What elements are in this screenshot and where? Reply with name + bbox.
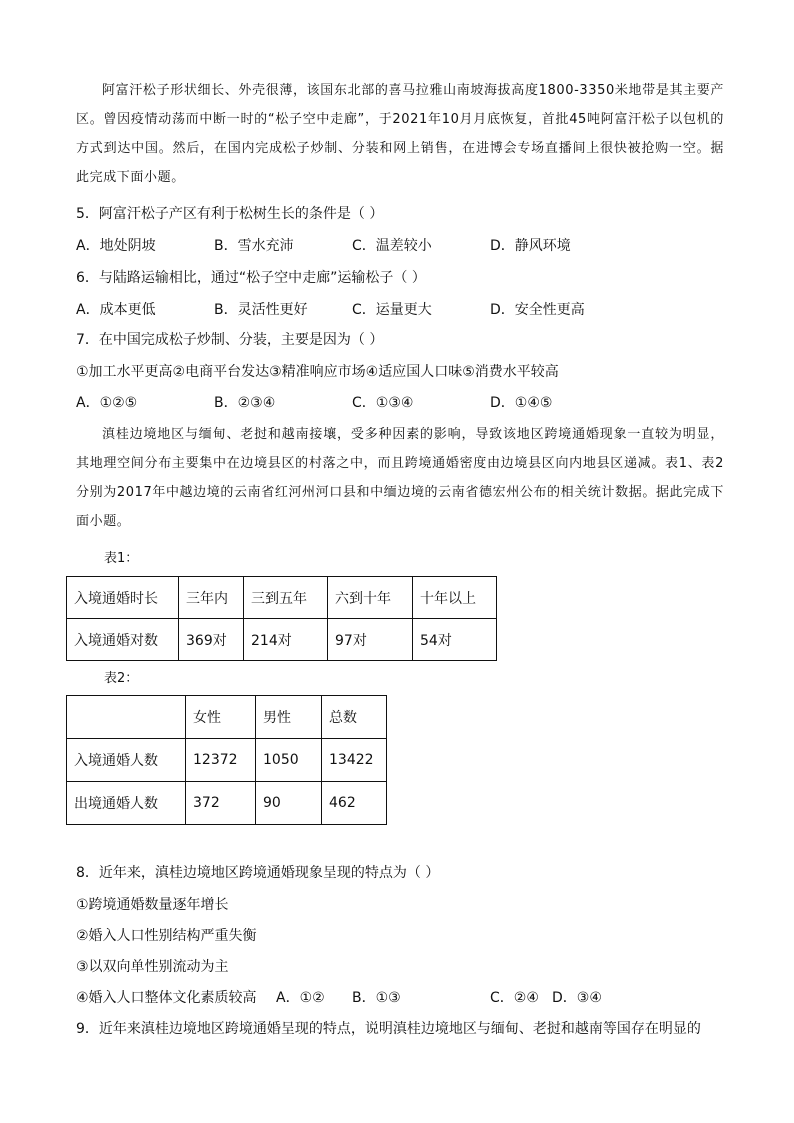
question-6-option-a[interactable]: A．成本更低 — [76, 302, 156, 318]
table-cell: 462 — [322, 782, 387, 825]
question-5-stem: 5．阿富汗松子产区有利于松树生长的条件是（ ） — [76, 206, 384, 222]
table-cell: 六到十年 — [328, 577, 413, 619]
table-cell: 90 — [256, 782, 322, 825]
table-cell: 372 — [186, 782, 256, 825]
table-cell: 入境通婚人数 — [67, 739, 186, 782]
question-6-option-d[interactable]: D．安全性更高 — [490, 302, 585, 318]
table-cell: 1050 — [256, 739, 322, 782]
question-8-option-a[interactable]: A．①② — [276, 990, 325, 1006]
table-cell: 男性 — [256, 696, 322, 739]
question-6-stem: 6．与陆路运输相比，通过“松子空中走廊”运输松子（ ） — [76, 270, 426, 286]
question-8-item-4: ④婚入人口整体文化素质较高 — [76, 990, 257, 1006]
question-8-last-line — [76, 988, 736, 1008]
question-8-option-d[interactable]: D．③④ — [552, 990, 602, 1006]
table-cell: 12372 — [186, 739, 256, 782]
question-7-items: ①加工水平更高②电商平台发达③精准响应市场④适应国人口味⑤消费水平较高 — [76, 364, 559, 380]
question-7-option-b[interactable]: B．②③④ — [214, 395, 276, 411]
question-6-option-b[interactable]: B．灵活性更好 — [214, 302, 308, 318]
question-8-item-2: ②婚入人口性别结构严重失衡 — [76, 928, 257, 944]
table-cell: 369对 — [179, 619, 244, 661]
table-cell: 入境通婚对数 — [67, 619, 179, 661]
table-cell: 总数 — [322, 696, 387, 739]
question-5-option-a[interactable]: A．地处阴坡 — [76, 238, 156, 254]
question-6-options — [76, 300, 736, 320]
passage-border-marriage: 滇桂边境地区与缅甸、老挝和越南接壤，受多种因素的影响，导致该地区跨境通婚现象一直较为明显，其地理空间分布主要集中在边境县区的村落之中，而且跨境通婚密度由边境县区向内地县区递减。表1、表2分别为2017年中越边境的云南省红河州河口县和中缅边境的云南省德宏州公布的相关统计数据。据此完成下面小题。 — [76, 427, 724, 529]
question-5-option-b[interactable]: B．雪水充沛 — [214, 238, 294, 254]
question-5-option-c[interactable]: C．温差较小 — [352, 238, 432, 254]
question-8-item-1: ①跨境通婚数量逐年增长 — [76, 897, 229, 913]
question-9-stem: 9．近年来滇桂边境地区跨境通婚呈现的特点，说明滇桂边境地区与缅甸、老挝和越南等国存在明显的 — [76, 1021, 701, 1037]
table-cell: 女性 — [186, 696, 256, 739]
table-cell: 214对 — [244, 619, 328, 661]
table-2 — [66, 695, 387, 825]
table-row — [67, 619, 497, 661]
question-8-item-3: ③以双向单性别流动为主 — [76, 959, 229, 975]
table-cell: 出境通婚人数 — [67, 782, 186, 825]
table-row — [67, 577, 497, 619]
table-row — [67, 696, 387, 739]
question-8-option-c[interactable]: C．②④ — [490, 990, 539, 1006]
question-8-option-b[interactable]: B．①③ — [352, 990, 401, 1006]
table-cell: 54对 — [413, 619, 497, 661]
table-cell: 十年以上 — [413, 577, 497, 619]
passage-afghan-pine-nuts: 阿富汗松子形状细长、外壳很薄，该国东北部的喜马拉雅山南坡海拔高度1800-3350米地带是其主要产区。曾因疫情动荡而中断一时的“松子空中走廊”，于2021年10月月底恢复，首批45吨阿富汗松子以包机的方式到达中国。然后，在国内完成松子炒制、分装和网上销售，在进博会专场直播间上很快被抢购一空。据此完成下面小题。 — [76, 83, 724, 185]
question-5-options — [76, 236, 736, 256]
question-7-option-d[interactable]: D．①④⑤ — [490, 395, 553, 411]
question-5-option-d[interactable]: D．静风环境 — [490, 238, 571, 254]
table-2-label: 表2： — [104, 671, 139, 686]
table-row — [67, 782, 387, 825]
table-cell: 三年内 — [179, 577, 244, 619]
table-cell: 97对 — [328, 619, 413, 661]
table-cell: 三到五年 — [244, 577, 328, 619]
table-cell — [67, 696, 186, 739]
question-8-stem: 8．近年来，滇桂边境地区跨境通婚现象呈现的特点为（ ） — [76, 865, 440, 881]
question-7-option-c[interactable]: C．①③④ — [352, 395, 414, 411]
table-cell: 入境通婚时长 — [67, 577, 179, 619]
question-7-option-a[interactable]: A．①②⑤ — [76, 395, 138, 411]
question-7-options — [76, 393, 736, 413]
table-row — [67, 739, 387, 782]
table-1-label: 表1： — [104, 551, 139, 566]
question-7-stem: 7．在中国完成松子炒制、分装，主要是因为（ ） — [76, 332, 384, 348]
table-1 — [66, 576, 497, 661]
question-6-option-c[interactable]: C．运量更大 — [352, 302, 432, 318]
table-cell: 13422 — [322, 739, 387, 782]
